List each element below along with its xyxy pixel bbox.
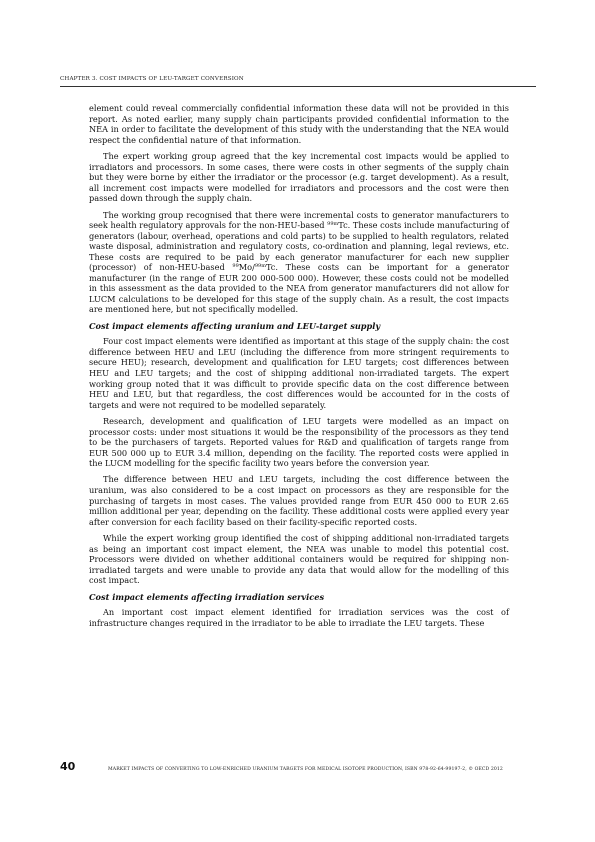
page-number: 40 xyxy=(60,760,76,773)
page-footer xyxy=(60,760,536,773)
paragraph-infrastructure: An important cost impact element identified for irradiation services was the cost of infrastructure changes required in the irradiator to be able to irradiate the LEU targets. These xyxy=(89,607,509,628)
superscript: 99m xyxy=(254,263,266,270)
paragraph-target-difference: The difference between HEU and LEU targets, including the cost difference between the uranium, was also considered to be a cost impact on processors as they are responsible for the purchasing of targets in most cases. The values provided range from EUR 450 000 to EUR 2.65 million additional per year, depending on the facility. These additional costs were applied every year after conversion for each facility based on their facility-specific reported costs. xyxy=(89,474,509,527)
header-divider xyxy=(60,86,536,87)
superscript: 99m xyxy=(327,221,339,228)
paragraph-research-development: Research, development and qualification of LEU targets were modelled as an impact on processor costs: under most situations it would be the responsibility of the processors as they tend to be the purchasers of targets. Reported values for R&D and qualification of targets range from EUR 500 000 up to EUR 3.4 million, depending on the facility. The reported costs were applied in the LUCM modelling for the specific facility two years before the conversion year. xyxy=(89,415,509,469)
paragraph-confidentiality: element could reveal commercially confidential information these data will not be provided in this report. As noted earlier, many supply chain participants provided confidential information to the NEA in order to facilitate the development of this study with the understanding that the NEA would respect the confidential nature of that information. xyxy=(89,103,509,145)
body-text xyxy=(89,103,509,634)
paragraph-generator-manufacturers xyxy=(89,210,509,315)
text-run: Tc. These costs can be important for a generator manufacturer (in the range of EUR 200 000-500 000). However, these costs could not be modelled in this assessment as the data provided to the NEA from generator manufacturers did not allow for LUCM calculations to be developed for this stage of the supply chain. As a result, the cost impacts are mentioned here, but not specifically modelled. xyxy=(89,262,509,315)
section-heading-uranium: Cost impact elements affecting uranium and LEU-target supply xyxy=(89,320,381,331)
text-run: The working group recognised that there were incremental costs to generator manufacturers to seek health regulatory approvals for the non-HEU-based xyxy=(89,209,509,231)
superscript: 99 xyxy=(232,263,239,270)
section-heading-irradiation: Cost impact elements affecting irradiation services xyxy=(89,591,325,602)
paragraph-shipping: While the expert working group identified the cost of shipping additional non-irradiated targets as being an important cost impact element, the NEA was unable to model this potential cost. Processors were divided on whether additional containers would be required for shipping non-irradiated targets and were unable to provide any data that would allow for the modelling of this cost impact. xyxy=(89,533,509,586)
footer-citation: MARKET IMPACTS OF CONVERTING TO LOW-ENRICHED URANIUM TARGETS FOR MEDICAL ISOTOPE PRODUCTION, ISBN 978-92-64-99197-2, © OECD 2012 xyxy=(108,767,503,772)
paragraph-incremental-costs: The expert working group agreed that the key incremental cost impacts would be applied to irradiators and processors. In some cases, there were costs in other segments of the supply chain but they were borne by either the irradiator or the processor (e.g. target development). As a result, all increment cost impacts were modelled for irradiators and processors and the cost were then passed down through the supply chain. xyxy=(89,150,509,204)
text-run: Mo/ xyxy=(238,262,255,273)
text-run: Tc. These costs include manufacturing of generators (labour, overhead, operations and cold parts) to be supplied to health regulators, related waste disposal, administration and regulatory costs, co-ordination and planning, legal reviews, etc. These costs are required to be paid by each generator manufacturer for each new supplier (processor) of non-HEU-based xyxy=(89,220,509,273)
running-header: CHAPTER 3. COST IMPACTS OF LEU-TARGET CONVERSION xyxy=(60,76,244,82)
paragraph-four-elements: Four cost impact elements were identified as important at this stage of the supply chain: the cost difference between HEU and LEU (including the difference from more stringent requirements to secure HEU); research, development and qualification for LEU targets; cost differences between HEU and LEU targets; and the cost of shipping additional non-irradiated targets. The expert working group noted that it was difficult to provide specific data on the cost difference between HEU and LEU, but that regardless, the cost differences would be accounted for in the costs of targets and were not required to be modelled separately. xyxy=(89,336,509,410)
